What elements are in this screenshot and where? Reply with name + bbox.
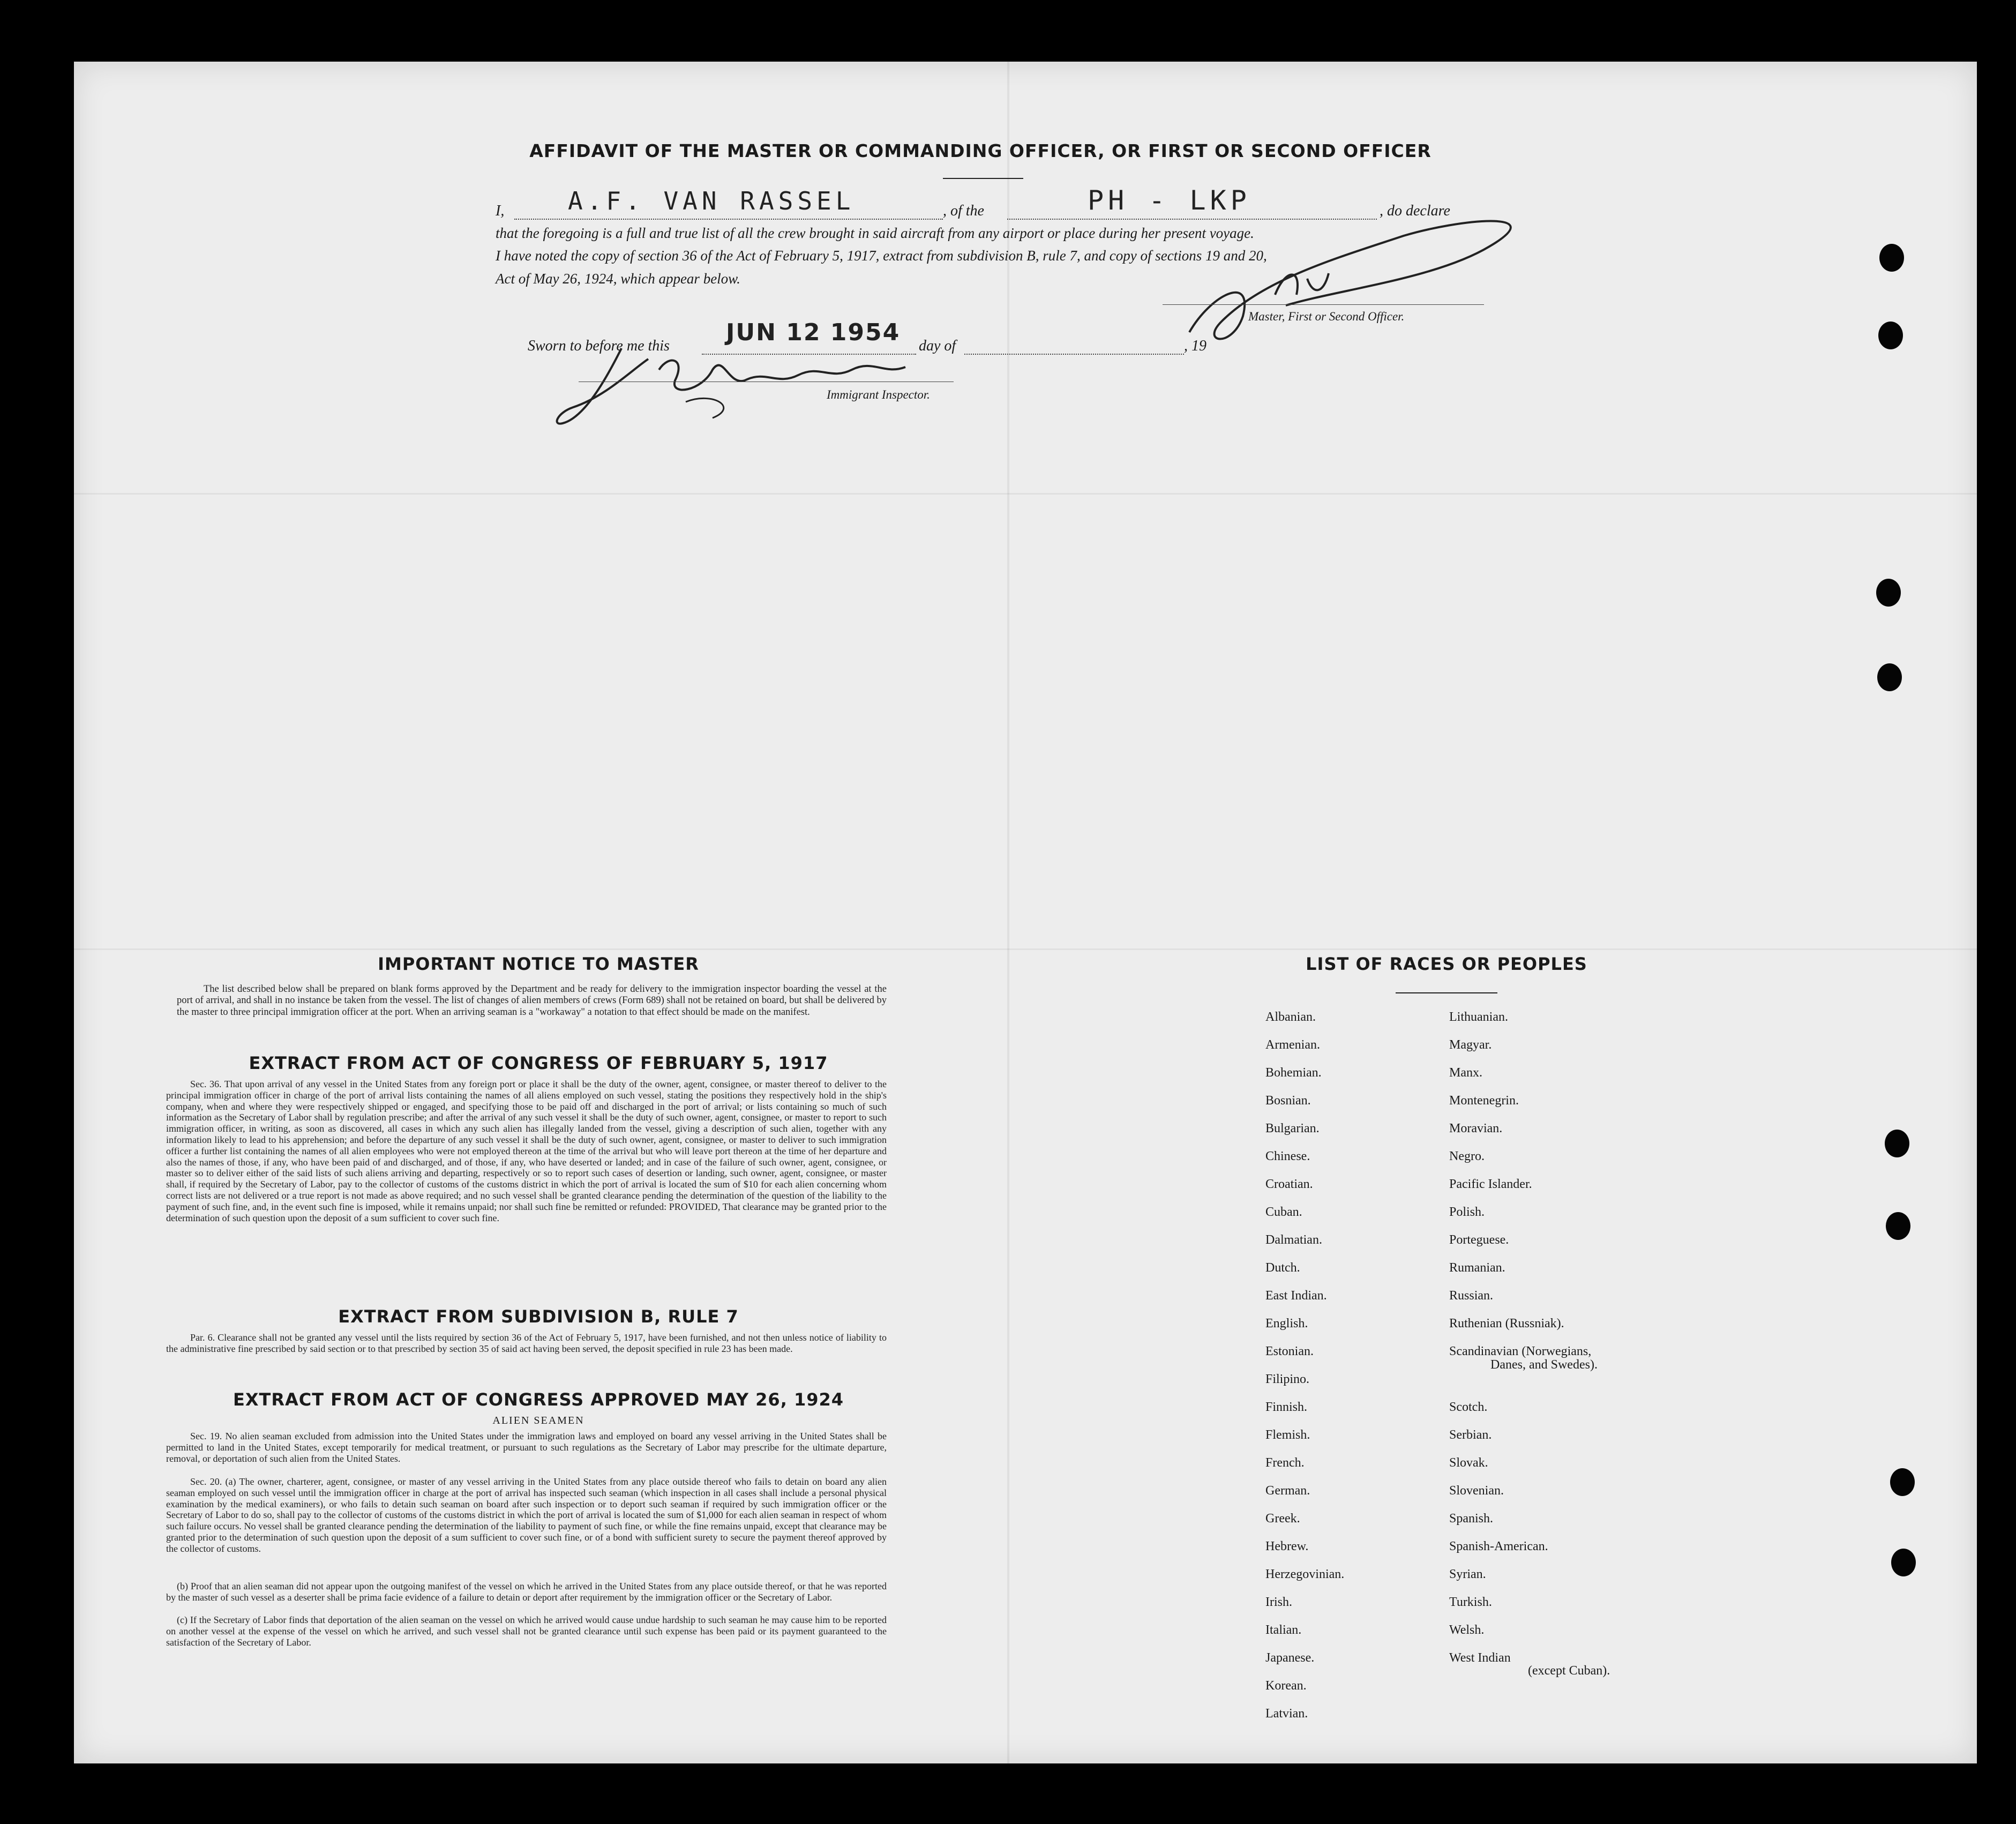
race-item: Rumanian. — [1449, 1261, 1505, 1275]
race-item: Chinese. — [1265, 1149, 1310, 1163]
race-item: Slovenian. — [1449, 1484, 1504, 1498]
race-item: Italian. — [1265, 1623, 1302, 1637]
race-item: Serbian. — [1449, 1428, 1492, 1442]
race-item: Bulgarian. — [1265, 1122, 1320, 1135]
title-rule — [943, 178, 1023, 179]
sworn-date-stamp: JUN 12 1954 — [726, 319, 901, 346]
race-item: Scandinavian (Norwegians, — [1449, 1344, 1592, 1358]
extract-1917-title: EXTRACT FROM ACT OF CONGRESS OF FEBRUARY 5, 1917 — [249, 1053, 828, 1073]
fold-crease-horizontal — [74, 493, 1977, 495]
races-title: LIST OF RACES OR PEOPLES — [1306, 954, 1587, 974]
race-item: Lithuanian. — [1449, 1010, 1508, 1024]
punch-hole — [1885, 1130, 1909, 1157]
sec20c-text: (c) If the Secretary of Labor finds that deportation of the alien seaman on the vessel on which he arrived would cause undue hardship to such seaman he may cause him to be reported on another vessel at the expense of the vessel on which he arrived, and such vessel shall not be granted clearance until such expense has been paid or its payment guaranteed to the satisfaction of the Secretary of Labor. — [166, 1614, 887, 1648]
affidavit-declare: , do declare — [1380, 203, 1450, 219]
races-title-rule — [1396, 992, 1497, 993]
race-item: Porteguese. — [1449, 1233, 1509, 1247]
race-item: Polish. — [1449, 1205, 1485, 1219]
race-item: Dutch. — [1265, 1261, 1300, 1275]
race-item: Korean. — [1265, 1679, 1307, 1693]
notice-title: IMPORTANT NOTICE TO MASTER — [378, 954, 699, 974]
race-item: Montenegrin. — [1449, 1094, 1519, 1108]
race-item: Negro. — [1449, 1149, 1485, 1163]
race-item: German. — [1265, 1484, 1310, 1498]
inspector-signature — [552, 338, 959, 434]
race-item: West Indian — [1449, 1651, 1511, 1665]
race-item: Turkish. — [1449, 1595, 1492, 1609]
race-item: Bohemian. — [1265, 1066, 1322, 1080]
punch-hole — [1886, 1212, 1910, 1240]
affidavit-line3: I have noted the copy of section 36 of the Act of February 5, 1917, extract from subdivision B, rule 7, and copy of sections 19 and 20, — [496, 248, 1267, 264]
race-item: Herzegovinian. — [1265, 1567, 1345, 1581]
race-item: Estonian. — [1265, 1344, 1314, 1358]
race-item: Japanese. — [1265, 1651, 1315, 1665]
race-item: Moravian. — [1449, 1122, 1503, 1135]
race-item: Albanian. — [1265, 1010, 1316, 1024]
affidavit-i: I, — [496, 203, 505, 219]
race-item: Russian. — [1449, 1289, 1494, 1303]
alien-seamen-subtitle: ALIEN SEAMEN — [492, 1415, 584, 1426]
race-item: Manx. — [1449, 1066, 1482, 1080]
punch-hole — [1879, 244, 1904, 272]
race-item: Magyar. — [1449, 1038, 1492, 1052]
punch-hole — [1890, 1468, 1915, 1496]
fold-crease-horizontal-lower — [74, 948, 1977, 950]
race-item: Slovak. — [1449, 1456, 1488, 1470]
race-item: Scotch. — [1449, 1400, 1488, 1414]
punch-hole — [1891, 1549, 1916, 1576]
subdivision-b-title: EXTRACT FROM SUBDIVISION B, RULE 7 — [338, 1306, 739, 1327]
sworn-text: Sworn to before me this — [528, 338, 670, 354]
master-name: A.F. VAN RASSEL — [568, 186, 855, 215]
sec19-text: Sec. 19. No alien seaman excluded from admission into the United States under the immigration laws and employed on board any vessel arriving in the United States shall be permitted to land in the United States, except temporarily for medical treatment, or pursuant to such regulations as the Secretary of Labor may prescribe for the ultimate departure, removal, or deportation of such alien from the United States. — [166, 1431, 887, 1464]
notice-text: The list described below shall be prepared on blank forms approved by the Department and be ready for delivery to the immigration inspector boarding the vessel at the port of arrival, and shall in no instance be taken from the vessel. The list of changes of alien members of crews (Form 689) shall not be retained on board, but shall be delivered by the master to three principal immigration officer at the port. When an arriving seaman is a "workaway" a notation to that effect should be made on the manifest. — [177, 984, 887, 1018]
subdivision-b-text: Par. 6. Clearance shall not be granted any vessel until the lists required by section 36 of the Act of February 5, 1917, have been furnished, and not then unless notice of liability to the administrative fine prescribed by said section or to that prescribed by section 35 of said act having been served, the deposit specified in rule 23 has been made. — [166, 1332, 887, 1354]
race-item: Finnish. — [1265, 1400, 1308, 1414]
race-item: Ruthenian (Russniak). — [1449, 1317, 1564, 1330]
race-west-indian-line2: (except Cuban). — [1528, 1664, 1610, 1678]
race-item: East Indian. — [1265, 1289, 1327, 1303]
race-item: Pacific Islander. — [1449, 1177, 1532, 1191]
month-line — [964, 354, 1184, 355]
aircraft-name: PH - LKP — [1088, 185, 1251, 216]
year-prefix: , 19 — [1184, 338, 1206, 354]
race-item: Welsh. — [1449, 1623, 1485, 1637]
race-item: Syrian. — [1449, 1567, 1486, 1581]
sec20a-text: Sec. 20. (a) The owner, charterer, agent, consignee, or master of any vessel arriving in the United States from any place outside thereof who fails to detain on board any alien seaman employed on such vessel until the immigration officer in charge at the port of arrival has inspected such seaman (which inspection in all cases shall include a personal physical examination by the medical examiners), or who fails to detain such seaman on board after such inspection or to deport such seaman if required by such immigration officer or the Secretary of Labor to do so, shall pay to the collector of customs of the customs district in which the port of arrival is located the sum of $1,000 for each alien seaman in respect of whom such failure occurs. No vessel shall be granted clearance pending the determination of the liability to payment of such fine, or while the fine remains unpaid, except that clearance may be granted prior to the determination of such question upon the deposit of a sum sufficient to cover such fine, or of a bond with sufficient surety to secure the payment thereof approved by the collector of customs. — [166, 1476, 887, 1554]
punch-hole — [1876, 579, 1901, 607]
inspector-caption: Immigrant Inspector. — [827, 388, 930, 401]
race-item: Dalmatian. — [1265, 1233, 1322, 1247]
officer-caption: Master, First or Second Officer. — [1248, 310, 1405, 323]
officer-signature — [1179, 214, 1554, 354]
affidavit-line4: Act of May 26, 1924, which appear below. — [496, 271, 740, 287]
extract-1924-title: EXTRACT FROM ACT OF CONGRESS APPROVED MAY 26, 1924 — [233, 1389, 844, 1410]
officer-line — [1163, 304, 1484, 305]
race-item: Cuban. — [1265, 1205, 1302, 1219]
name-line — [514, 219, 943, 220]
race-item: French. — [1265, 1456, 1305, 1470]
affidavit-of-the: , of the — [943, 203, 984, 219]
race-item: Spanish-American. — [1449, 1539, 1548, 1553]
race-item: Croatian. — [1265, 1177, 1313, 1191]
race-item: English. — [1265, 1317, 1308, 1330]
race-item: Spanish. — [1449, 1512, 1494, 1526]
day-of-text: day of — [919, 338, 956, 354]
extract-1917-text: Sec. 36. That upon arrival of any vessel in the United States from any foreign port or place it shall be the duty of the owner, agent, consignee, or master thereof to deliver to the principal immigration officer in charge of the port of arrival lists containing the names of all aliens employed on such vessel, stating the positions they respectively hold in the ship's company, when and where they were respectively shipped or engaged, and specifying those to be paid off and discharged in the port of arrival; or lists containing so much of such information as the Secretary of Labor shall by regulation prescribe; and after the arrival of any such vessel it shall be the duty of such owner, agent, consignee, or master to report to such immigration officer, in writing, as soon as discovered, all cases in which any such alien has illegally landed from the vessel, giving a description of such alien, together with any information likely to lead to his apprehension; and before the departure of any such vessel it shall be the duty of such owner, agent, consignee, or master to deliver to such immigration officer a further list containing the names of all alien employees who were not employed thereon at the time of the arrival but who will leave port thereon at the time of her departure and also the names of those, if any, who have been paid of and discharged, and of those, if any, who have deserted or landed; and in case of the failure of such owner, agent, consignee, or master so to deliver either of the said lists of such aliens arriving and departing, respectively or so to report such cases of desertion or landing, such owner, agent, consignee, or master shall, if required by the Secretary of Labor, pay to the collector of customs of the customs district in which the port of arrival is located the sum of $10 for each alien concerning whom correct lists are not delivered or a true report is not made as above required; and no such vessel shall be granted clearance pending the determination of the question of the liability to the payment of such fine, and, in the event such fine is imposed, while it remains unpaid; nor shall such fine be remitted or refunded: PROVIDED, That clearance may be granted prior to the determination of such question upon the deposit of a sum sufficient to cover such fine. — [166, 1079, 887, 1223]
race-item: Armenian. — [1265, 1038, 1320, 1052]
punch-hole — [1878, 322, 1903, 349]
race-scandinavian-line2: Danes, and Swedes). — [1490, 1358, 1598, 1372]
race-item: Filipino. — [1265, 1372, 1310, 1386]
punch-hole — [1877, 663, 1902, 691]
affidavit-title: AFFIDAVIT OF THE MASTER OR COMMANDING OFFICER, OR FIRST OR SECOND OFFICER — [529, 140, 1432, 161]
race-item: Irish. — [1265, 1595, 1292, 1609]
race-item: Greek. — [1265, 1512, 1300, 1526]
race-item: Hebrew. — [1265, 1539, 1309, 1553]
race-item: Bosnian. — [1265, 1094, 1311, 1108]
race-item: Flemish. — [1265, 1428, 1310, 1442]
race-item: Latvian. — [1265, 1707, 1308, 1721]
sec20b-text: (b) Proof that an alien seaman did not appear upon the outgoing manifest of the vessel on which he arrived in the United States from any place outside thereof, or that he was reported by the master of such vessel as a deserter shall be prima facie evidence of a failure to detain or deport after requirement by the immigration officer or the Secretary of Labor. — [166, 1581, 887, 1603]
affidavit-line2: that the foregoing is a full and true list of all the crew brought in said aircraft from any airport or place during her present voyage. — [496, 225, 1254, 241]
fold-crease-vertical — [1007, 62, 1009, 1763]
